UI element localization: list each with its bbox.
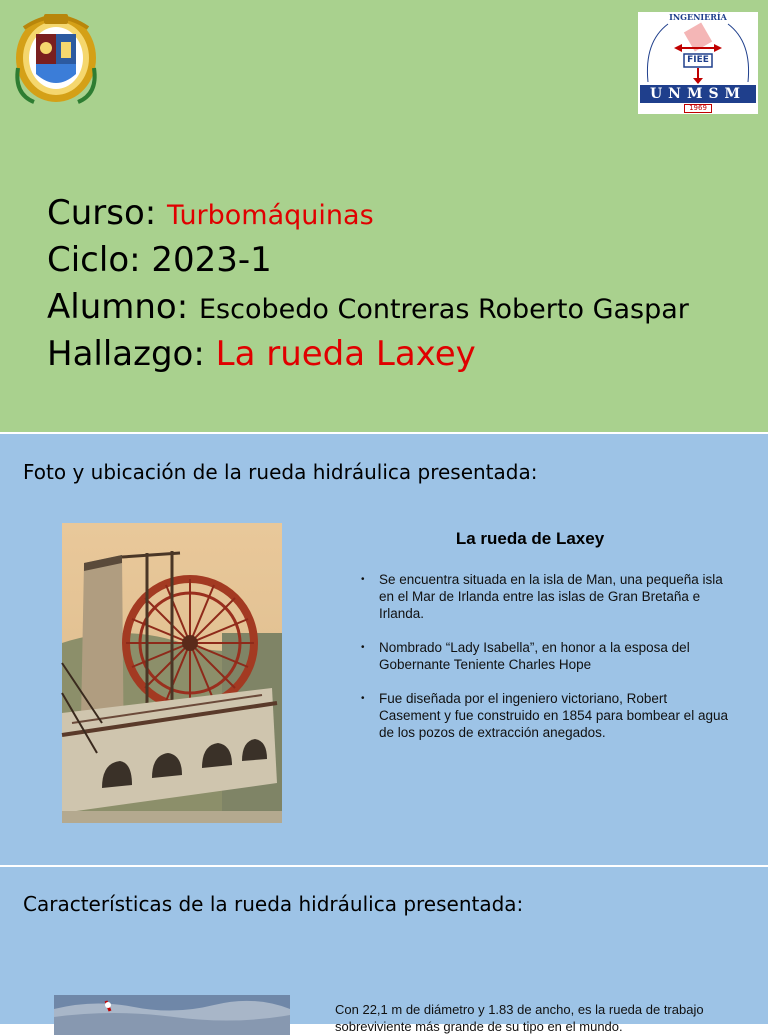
bullet-list xyxy=(358,571,728,758)
ciclo-label: Ciclo: xyxy=(47,240,152,280)
card-title: La rueda de Laxey xyxy=(455,529,605,548)
curso-row xyxy=(47,193,374,233)
alumno-row xyxy=(47,287,689,327)
photo-location-slide xyxy=(0,434,768,865)
fiee-logo-university: UNMSM xyxy=(640,85,756,103)
fiee-logo-year: 1969 xyxy=(684,104,712,113)
hallazgo-label: Hallazgo: xyxy=(47,334,216,374)
fiee-unmsm-logo xyxy=(638,12,758,114)
slide3-heading: Características de la rueda hidráulica presentada: xyxy=(23,892,524,916)
slide2-heading: Foto y ubicación de la rueda hidráulica presentada: xyxy=(23,460,538,484)
bullet-item xyxy=(358,639,728,673)
fiee-logo-top-text: INGENIERÍA xyxy=(669,12,727,22)
bullet-mark: • xyxy=(361,642,365,653)
bullet-item xyxy=(358,571,728,622)
wheel-sky-photo xyxy=(54,995,290,1035)
alumno-label: Alumno: xyxy=(47,287,199,327)
fiee-badge: FIEE xyxy=(687,55,709,65)
title-slide xyxy=(0,0,768,432)
hallazgo-value: La rueda Laxey xyxy=(215,334,476,374)
characteristics-text: Con 22,1 m de diámetro y 1.83 de ancho, es la rueda de trabajo sobreviviente más grande de su tipo en el mundo. xyxy=(335,1002,704,1034)
ciclo-value: 2023-1 xyxy=(151,240,272,280)
hallazgo-row xyxy=(47,334,476,374)
laxey-wheel-photo xyxy=(62,523,282,823)
bullet-mark: • xyxy=(361,693,365,704)
bullet-item xyxy=(358,690,728,741)
bullet-mark: • xyxy=(361,574,365,585)
ciclo-row xyxy=(47,240,272,280)
alumno-value: Escobedo Contreras Roberto Gaspar xyxy=(199,294,689,325)
characteristics-slide xyxy=(0,867,768,1034)
bullet-text: Se encuentra situada en la isla de Man, una pequeña isla en el Mar de Irlanda entre las islas de Gran Bretaña e Irlanda. xyxy=(379,572,723,621)
bullet-text: Nombrado “Lady Isabella”, en honor a la esposa del Gobernante Teniente Charles Hope xyxy=(379,640,690,672)
curso-label: Curso: xyxy=(47,193,168,233)
bullet-text: Fue diseñada por el ingeniero victoriano, Robert Casement y fue construido en 1854 para bombear el agua de los pozos de extracción anegados. xyxy=(379,691,728,740)
curso-value: Turbomáquinas xyxy=(167,200,374,231)
unmsm-coat-of-arms-logo xyxy=(14,8,98,106)
